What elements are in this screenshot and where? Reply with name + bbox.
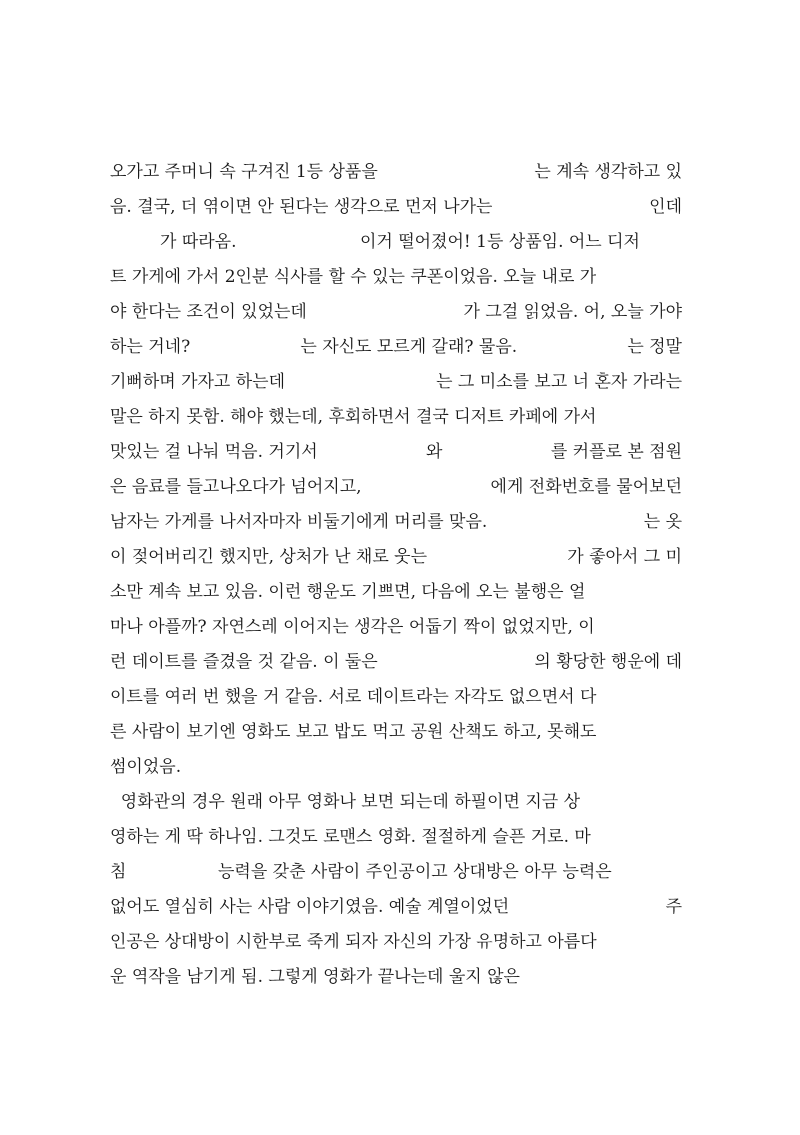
text-segment: 영하는 게 딱 하나임. 그것도 로맨스 영화. 절절하게 슬픈 거로. 마 xyxy=(110,827,591,847)
text-segment: 를 커플로 본 점원 xyxy=(550,442,682,462)
text-segment: 런 데이트를 즐겼을 것 같음. 이 둘은 xyxy=(110,652,378,672)
text-segment: 말은 하지 못함. 해야 했는데, 후회하면서 결국 디저트 카페에 가서 xyxy=(110,407,597,427)
text-segment: 이 젖어버리긴 했지만, 상처가 난 채로 웃는 xyxy=(110,547,428,567)
text-line xyxy=(110,647,682,677)
text-segment: 소만 계속 보고 있음. 이런 행운도 기쁘면, 다음에 오는 불행은 얼 xyxy=(110,582,586,602)
text-segment: 는 그 미소를 보고 너 혼자 가라는 xyxy=(436,372,682,392)
text-segment: 맛있는 걸 나눠 먹음. 거기서 xyxy=(110,442,318,462)
text-line xyxy=(110,752,682,782)
text-line xyxy=(110,717,682,747)
text-segment: 썸이었음. xyxy=(110,757,182,777)
text-line xyxy=(110,857,682,887)
text-line xyxy=(110,507,682,537)
text-line xyxy=(110,402,682,432)
text-line xyxy=(110,262,682,292)
text-segment: 음. 결국, 더 엮이면 안 된다는 생각으로 먼저 나가는 xyxy=(110,197,493,217)
text-segment: 능력을 갖춘 사람이 주인공이고 상대방은 아무 능력은 xyxy=(218,862,612,882)
text-line xyxy=(110,822,682,852)
text-line xyxy=(110,227,682,257)
text-segment: 가 그걸 읽었음. 어, 오늘 가야 xyxy=(463,302,682,322)
text-segment: 없어도 열심히 사는 사람 이야기였음. 예술 계열이었던 xyxy=(110,897,510,917)
text-line xyxy=(110,367,682,397)
text-segment: 이거 떨어졌어! 1등 상품임. 어느 디저 xyxy=(360,232,640,252)
text-segment: 는 옷 xyxy=(643,512,682,532)
text-segment: 하는 거네? xyxy=(110,337,191,357)
text-segment: 기뻐하며 가자고 하는데 xyxy=(110,372,286,392)
text-line xyxy=(110,437,682,467)
text-segment: 이트를 여러 번 했을 거 같음. 서로 데이트라는 자각도 없으면서 다 xyxy=(110,687,597,707)
text-line xyxy=(110,962,682,992)
text-segment: 주 xyxy=(665,897,682,917)
text-segment: 침 xyxy=(110,862,127,882)
text-line xyxy=(110,157,682,187)
text-segment: 는 자신도 모르게 갈래? 물음. xyxy=(300,337,518,357)
text-segment: 트 가게에 가서 2인분 식사를 할 수 있는 쿠폰이었음. 오늘 내로 가 xyxy=(110,267,597,287)
text-segment: 마나 아플까? 자연스레 이어지는 생각은 어둡기 짝이 없었지만, 이 xyxy=(110,617,595,637)
text-segment: 운 역작을 남기게 됨. 그렇게 영화가 끝나는데 울지 않은 xyxy=(110,967,520,987)
paragraph-start-line xyxy=(110,787,682,817)
text-line xyxy=(110,682,682,712)
text-segment: 인데 xyxy=(649,197,682,217)
text-segment: 는 정말 xyxy=(627,337,682,357)
text-line xyxy=(110,927,682,957)
text-line xyxy=(110,472,682,502)
text-segment: 와 xyxy=(426,442,443,462)
text-line xyxy=(110,332,682,362)
text-line xyxy=(110,297,682,327)
text-segment xyxy=(110,227,160,257)
text-segment: 에게 전화번호를 물어보던 xyxy=(490,477,682,497)
text-line xyxy=(110,577,682,607)
text-segment: 오가고 주머니 속 구겨진 1등 상품을 xyxy=(110,162,378,182)
text-segment: 야 한다는 조건이 있었는데 xyxy=(110,302,307,322)
text-segment: 은 음료를 들고나오다가 넘어지고, xyxy=(110,477,362,497)
text-segment: 가 따라옴. xyxy=(160,232,237,252)
text-line xyxy=(110,892,682,922)
text-segment: 의 황당한 행운에 데 xyxy=(534,652,682,672)
text-segment: 는 계속 생각하고 있 xyxy=(534,162,682,182)
text-segment: 인공은 상대방이 시한부로 죽게 되자 자신의 가장 유명하고 아름다 xyxy=(110,932,597,952)
text-line xyxy=(110,192,682,222)
text-segment: 남자는 가게를 나서자마자 비둘기에게 머리를 맞음. xyxy=(110,512,488,532)
text-segment: 가 좋아서 그 미 xyxy=(567,547,682,567)
text-segment: 른 사람이 보기엔 영화도 보고 밥도 먹고 공원 산책도 하고, 못해도 xyxy=(110,722,597,742)
text-segment: 영화관의 경우 원래 아무 영화나 보면 되는데 하필이면 지금 상 xyxy=(110,792,580,812)
text-line xyxy=(110,612,682,642)
text-line xyxy=(110,542,682,572)
